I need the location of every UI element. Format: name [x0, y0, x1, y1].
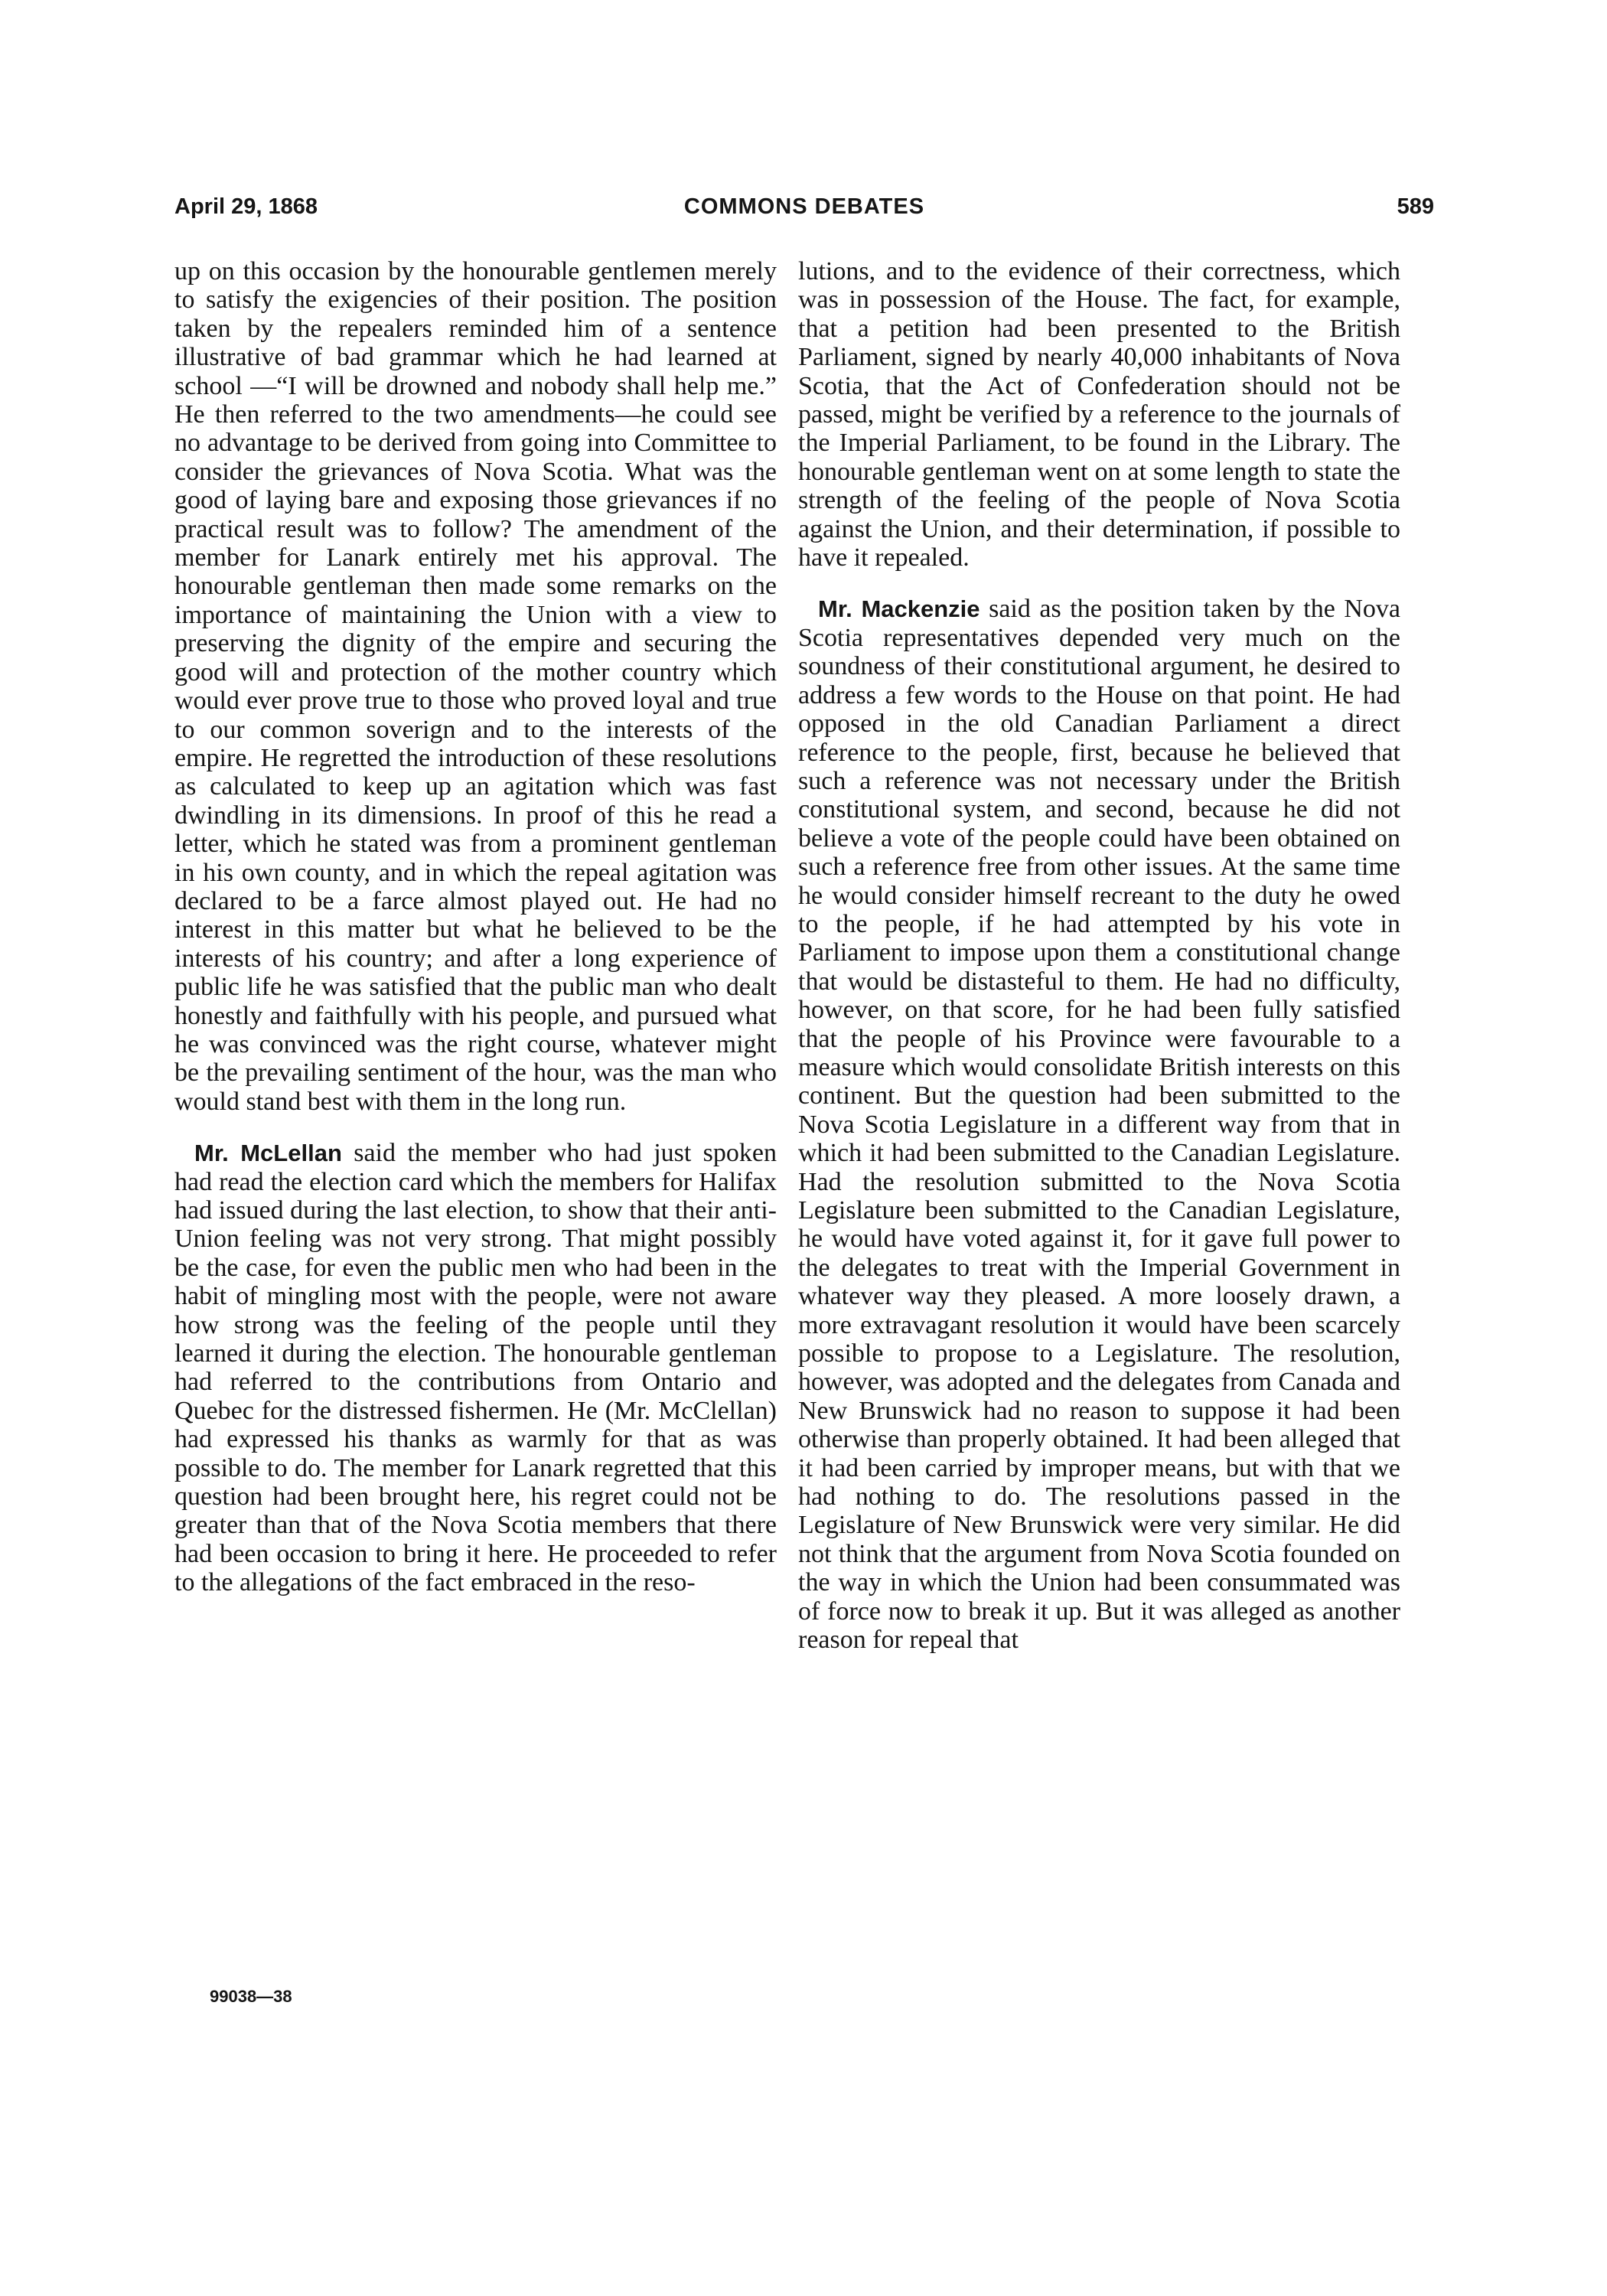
paragraph: up on this occasion by the honourable gentlemen merely to satisfy the exigencies of their position. The position taken by the repealers reminded him of a sentence illustrative of bad grammar which he had learned at school —“I will be drowned and nobody shall help me.” He then referred to the two amendments—he could see no advantage to be derived from going into Committee to consider the grievances of Nova Scotia. What was the good of laying bare and exposing those grievances if no practical result was to follow? The amendment of the member for Lanark entirely met his approval. The honourable gentleman then made some remarks on the importance of maintaining the Union with a view to preserving the dignity of the empire and securing the good will and protection of the mother country which would ever prove true to those who proved loyal and true to our common soverign and to the interests of the empire. He regretted the introduction of these resolutions as calculated to keep up an agitation which was fast dwindling in its dimensions. In proof of this he read a letter, which he stated was from a prominent gentleman in his own county, and in which the repeal agitation was declared to be a farce almost played out. He had no interest in this matter but what he believed to be the interests of his country; and after a long experience of public life he was satisfied that the public man who dealt honestly and faithfully with his people, and pursued what he was convinced was the right course, whatever might be the prevailing sentiment of the hour, was the man who would stand best with them in the long run.	[174, 257, 777, 1116]
debate-date: April 29, 1868	[174, 194, 318, 219]
speaker-name: Mr. McLellan	[194, 1140, 342, 1167]
paragraph-mclellan	[174, 1139, 777, 1597]
page-number: 589	[1397, 194, 1434, 219]
printer-code: 99038—38	[210, 1987, 292, 2006]
left-column	[174, 257, 777, 1597]
speech-text: said the member who had just spoken had read the election card which the members for Halifax had issued during the last election, to show that their anti-Union feeling was not very strong. That might possibly be the case, for even the public men who had been in the habit of mingling most with the people, were not aware how strong was the feeling of the people until they learned it during the election. The honourable gentleman had referred to the contributions from Ontario and Quebec for the distressed fishermen. He (Mr. McClellan) had expressed his thanks as warmly for that as was possible to do. The member for Lanark regretted that this question had been brought here, his regret could not be greater than that of the Nova Scotia members that there had been occasion to bring it here. He proceeded to refer to the allegations of the fact embraced in the reso-	[174, 1139, 777, 1597]
page-header	[174, 194, 1434, 230]
paragraph-mackenzie	[798, 595, 1400, 1654]
speaker-name: Mr. Mackenzie	[818, 595, 980, 623]
speech-text: said as the position taken by the Nova Scotia representatives depended very much on the soundness of their constitutional argument, he desired to address a few words to the House on that point. He had opposed in the old Canadian Parliament a direct reference to the people, first, because he believed that such a reference was not necessary under the British constitutional system, and second, because he did not believe a vote of the people could have been obtained on such a reference free from other issues. At the same time he would consider himself recreant to the duty he owed to the people, if he had attempted by his vote in Parliament to impose upon them a constitutional change that would be distasteful to them. He had no difficulty, however, on that score, for he had been fully satisfied that the people of his Province were favourable to a measure which would consolidate British interests on this continent. But the question had been submitted to the Nova Scotia Legislature in a different way from that in which it had been submitted to the Canadian Legislature. Had the resolution submitted to the Nova Scotia Legislature been submitted to the Canadian Legislature, he would have voted against it, for it gave full power to the delegates to treat with the Imperial Government in whatever way they pleased. A more loosely drawn, a more extravagant resolution it would have been scarcely possible to propose to a Legislature. The resolution, however, was adopted and the delegates from Canada and New Brunswick had no reason to suppose it had been otherwise than properly obtained. It had been alleged that it had been carried by improper means, but with that we had nothing to do. The resolutions passed in the Legislature of New Brunswick were very similar. He did not think that the argument from Nova Scotia founded on the way in which the Union had been consummated was of force now to break it up. But it was alleged as another reason for repeal that	[798, 595, 1400, 1655]
right-column	[798, 257, 1400, 1655]
paragraph: lutions, and to the evidence of their correctness, which was in possession of the House. The fact, for example, that a petition had been presented to the British Parliament, signed by nearly 40,000 inhabitants of Nova Scotia, that the Act of Confederation should not be passed, might be verified by a reference to the journals of the Imperial Parliament, to be found in the Library. The honourable gentleman went on at some length to state the strength of the feeling of the people of Nova Scotia against the Union, and their determination, if possible to have it repealed.	[798, 257, 1400, 572]
publication-title: COMMONS DEBATES	[683, 194, 925, 219]
